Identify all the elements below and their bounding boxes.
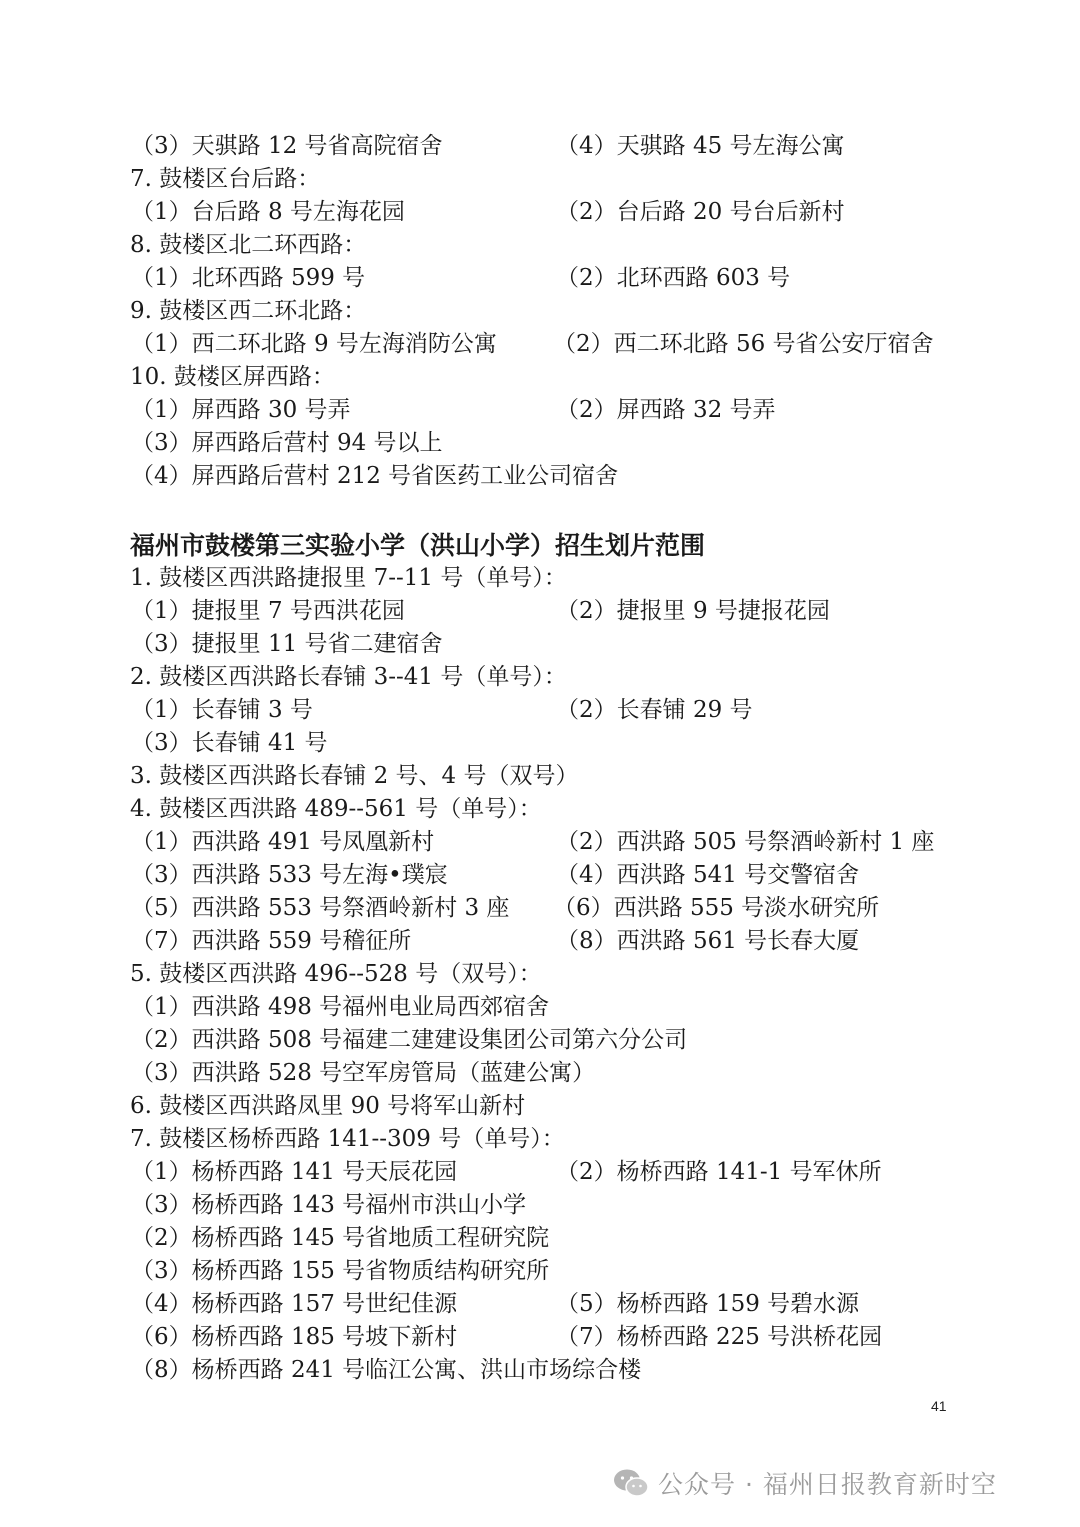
list-line <box>0 1222 1080 1255</box>
list-line <box>0 295 1080 328</box>
list-line <box>0 760 1080 793</box>
list-item: （2）西洪路 508 号福建二建建设集团公司第六分公司 <box>131 1027 688 1053</box>
list-line <box>0 892 1080 925</box>
list-item: （1）杨桥西路 141 号天辰花园 <box>131 1159 458 1185</box>
list-line <box>0 562 1080 595</box>
list-line <box>0 130 1080 163</box>
list-line <box>0 361 1080 394</box>
list-item: （7）杨桥西路 225 号洪桥花园 <box>556 1324 883 1350</box>
list-item: （1）台后路 8 号左海花园 <box>131 199 405 225</box>
list-item: （2）北环西路 603 号 <box>556 265 791 291</box>
list-item: （2）长春铺 29 号 <box>556 697 753 723</box>
list-line <box>0 628 1080 661</box>
list-item: （8）杨桥西路 241 号临江公寓、洪山市场综合楼 <box>131 1357 642 1383</box>
list-item: （2）台后路 20 号台后新村 <box>556 199 845 225</box>
list-line <box>0 394 1080 427</box>
list-line <box>0 1057 1080 1090</box>
page-number: 41 <box>931 1398 947 1414</box>
list-line <box>0 427 1080 460</box>
list-line <box>0 1156 1080 1189</box>
list-line <box>0 262 1080 295</box>
list-item: （4）天骐路 45 号左海公寓 <box>556 133 845 159</box>
list-item: （3）屏西路后营村 94 号以上 <box>131 430 443 456</box>
list-line <box>0 793 1080 826</box>
list-line <box>0 1090 1080 1123</box>
list-item: 7. 鼓楼区杨桥西路 141--309 号（单号）： <box>130 1126 565 1152</box>
list-item: （5）杨桥西路 159 号碧水源 <box>556 1291 860 1317</box>
list-item: （1）长春铺 3 号 <box>131 697 313 723</box>
list-item: （2）西二环北路 56 号省公安厅宿舍 <box>553 331 934 357</box>
list-item: （1）北环西路 599 号 <box>131 265 366 291</box>
list-item: （2）杨桥西路 141-1 号军休所 <box>556 1159 882 1185</box>
list-item: （3）西洪路 528 号空军房管局（蓝建公寓） <box>131 1060 596 1086</box>
list-line <box>0 694 1080 727</box>
list-line <box>0 1024 1080 1057</box>
list-item: （2）屏西路 32 号弄 <box>556 397 776 423</box>
list-item: （2）杨桥西路 145 号省地质工程研究院 <box>131 1225 550 1251</box>
list-line <box>0 328 1080 361</box>
list-line <box>0 826 1080 859</box>
list-line <box>0 859 1080 892</box>
list-item: （1）屏西路 30 号弄 <box>131 397 351 423</box>
list-item: （3）长春铺 41 号 <box>131 730 328 756</box>
list-line <box>0 991 1080 1024</box>
list-line <box>0 727 1080 760</box>
list-item: （3）杨桥西路 143 号福州市洪山小学 <box>131 1192 527 1218</box>
list-line <box>0 1189 1080 1222</box>
list-line <box>0 595 1080 628</box>
list-item: （1）西洪路 498 号福州电业局西郊宿舍 <box>131 994 550 1020</box>
list-item: （4）杨桥西路 157 号世纪佳源 <box>131 1291 458 1317</box>
list-line <box>0 958 1080 991</box>
list-item: 4. 鼓楼区西洪路 489--561 号（单号）： <box>130 796 542 822</box>
list-line <box>0 925 1080 958</box>
list-item: 2. 鼓楼区西洪路长春铺 3--41 号（单号）： <box>130 664 567 690</box>
list-line <box>0 1321 1080 1354</box>
list-line <box>0 661 1080 694</box>
list-line <box>0 460 1080 493</box>
list-item: 5. 鼓楼区西洪路 496--528 号（双号）： <box>130 961 542 987</box>
list-line <box>0 1288 1080 1321</box>
watermark <box>612 1463 997 1503</box>
list-item: 1. 鼓楼区西洪路捷报里 7--11 号（单号）： <box>130 565 567 591</box>
list-item: （2）捷报里 9 号捷报花园 <box>556 598 830 624</box>
list-item: （3）杨桥西路 155 号省物质结构研究所 <box>131 1258 550 1284</box>
list-item: （5）西洪路 553 号祭酒岭新村 3 座 <box>131 895 510 921</box>
list-item: 6. 鼓楼区西洪路凤里 90 号将军山新村 <box>130 1093 526 1119</box>
list-line <box>0 1123 1080 1156</box>
wechat-icon <box>612 1468 650 1498</box>
list-item: （8）西洪路 561 号长春大厦 <box>556 928 860 954</box>
list-item: （3）天骐路 12 号省高院宿舍 <box>131 133 443 159</box>
list-item: （2）西洪路 505 号祭酒岭新村 1 座 <box>556 829 935 855</box>
watermark-text: 公众号 · 福州日报教育新时空 <box>658 1470 997 1499</box>
list-item: （1）西洪路 491 号凤凰新村 <box>131 829 435 855</box>
list-item: 9. 鼓楼区西二环北路： <box>130 298 367 324</box>
list-item: 3. 鼓楼区西洪路长春铺 2 号、4 号（双号） <box>130 763 579 789</box>
section-title: 福州市鼓楼第三实验小学（洪山小学）招生划片范围 <box>130 531 706 560</box>
list-item: 10. 鼓楼区屏西路： <box>130 364 335 390</box>
list-item: （4）屏西路后营村 212 号省医药工业公司宿舍 <box>131 463 619 489</box>
list-line <box>0 196 1080 229</box>
list-line <box>0 229 1080 262</box>
list-item: （1）西二环北路 9 号左海消防公寓 <box>131 331 497 357</box>
list-item: 8. 鼓楼区北二环西路： <box>130 232 367 258</box>
list-item: （3）西洪路 533 号左海•璞宸 <box>131 862 448 888</box>
list-item: （6）杨桥西路 185 号坡下新村 <box>131 1324 458 1350</box>
list-line <box>0 163 1080 196</box>
list-item: （1）捷报里 7 号西洪花园 <box>131 598 405 624</box>
list-line <box>0 1255 1080 1288</box>
list-item: （4）西洪路 541 号交警宿舍 <box>556 862 860 888</box>
list-item: 7. 鼓楼区台后路： <box>130 166 321 192</box>
list-line <box>0 1354 1080 1387</box>
list-item: （3）捷报里 11 号省二建宿舍 <box>131 631 443 657</box>
list-item: （6）西洪路 555 号淡水研究所 <box>553 895 880 921</box>
list-item: （7）西洪路 559 号稽征所 <box>131 928 412 954</box>
